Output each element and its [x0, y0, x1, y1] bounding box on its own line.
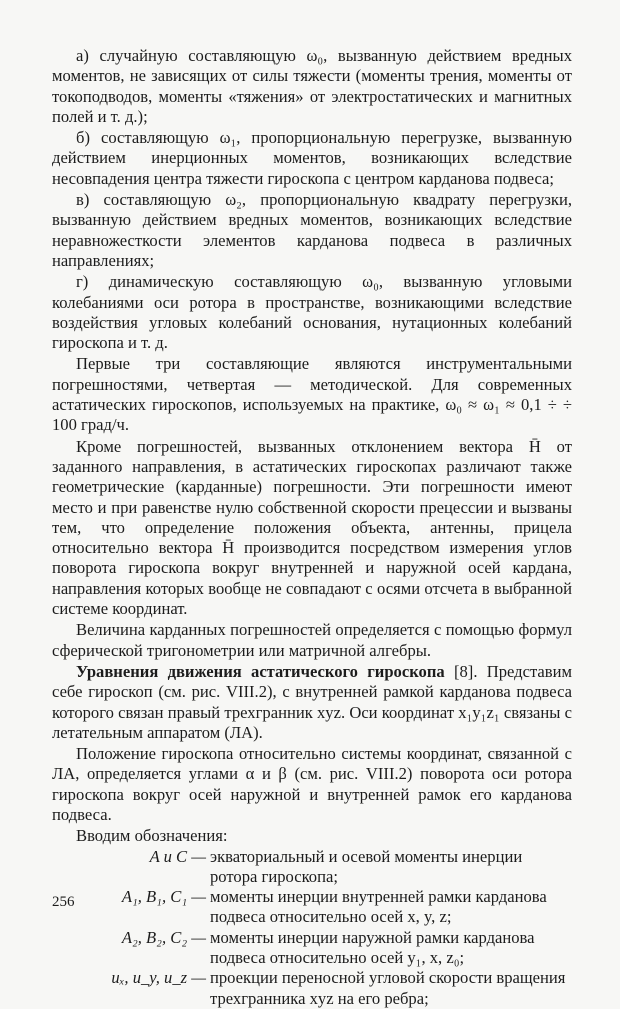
body-text — [52, 46, 572, 1009]
paragraph-equations-text: [8]. Представим себе гироскоп (см. рис. VIII.2), с внутренней рамкой карданова подвеса которого связан правый трехгранник xyz. Оси координат x₁y₁z₁ связаны с летательным аппаратом (ЛА). — [52, 661, 572, 742]
definition-symbol: A₁, B₁, C₁ — — [121, 887, 206, 907]
definition-row — [52, 887, 572, 928]
page-number: 256 — [52, 894, 75, 910]
paragraph-notation-intro: Вводим обозначения: — [76, 826, 228, 846]
definition-row — [52, 968, 572, 1009]
section-heading: Уравнения движения астатического гироскопа — [76, 661, 445, 681]
paragraph-equations — [52, 662, 572, 743]
definition-text: моменты инерции наружной рамки карданова подвеса относительно осей y₁, x, z₀; — [210, 927, 535, 968]
definition-text: экваториальный и осевой моменты инерции ротора гироскопа; — [210, 846, 523, 886]
definition-symbol: uₓ, u_y, u_z — — [111, 968, 206, 988]
definition-symbol: A и C — — [149, 846, 206, 866]
paragraph-instrumental-errors: Первые три составляющие являются инструментальными погрешностями, четвертая — методической. Для современных астатических гироскопов, используемых на практике, ω₀ ≈ ω₁ ≈ 0,1 ÷ ÷ 100 град/ч. — [52, 354, 572, 435]
definition-text: моменты инерции внутренней рамки карданова подвеса относительно осей x, y, z; — [210, 887, 547, 927]
definition-symbol: A₂, B₂, C₂ — — [121, 927, 206, 947]
paragraph-proportional-component: б) составляющую ω₁, пропорциональную перегрузке, вызванную действием инерционных моментов, возникающих вследствие несовпадения центра тяжести гироскопа с центром карданова подвеса; — [52, 128, 572, 188]
definitions-list — [52, 847, 572, 1009]
paragraph-random-component: а) случайную составляющую ω₀, вызванную действием вредных моментов, не зависящих от силы тяжести (моменты трения, моменты от токоподводов, моменты «тяжения» от электростатических и магнитных полей и т. д.); — [52, 46, 572, 126]
paragraph-quadratic-component: в) составляющую ω₂, пропорциональную квадрату перегрузки, вызванную действием вредных моментов, возникающих вследствие неравножесткости элементов карданова подвеса в различных направлениях; — [52, 190, 572, 270]
paragraph-dynamic-component: г) динамическую составляющую ω₀, вызванную угловыми колебаниями оси ротора в пространстве, возникающими вследствие воздействия угловых колебаний основания, нутационных колебаний гироскопа и т. д. — [52, 272, 572, 353]
paragraph-gyro-position: Положение гироскопа относительно системы координат, связанной с ЛА, определяется углами α и β (см. рис. VIII.2) поворота оси ротора гироскопа вокруг осей наружной и внутренней рамок его карданова подвеса. — [52, 744, 572, 824]
definition-row — [52, 928, 572, 969]
paragraph-geometric-errors: Кроме погрешностей, вызванных отклонением вектора H̄ от заданного направления, в астатических гироскопах различают также геометрические (карданные) погрешности. Эти погрешности имеют место и при равенстве нулю собственной скорости прецессии и вызваны тем, что определение положения объекта, антенны, прицела относительно вектора H̄ производится посредством измерения углов поворота гироскопа вокруг внутренней и наружной осей кардана, направления которых вообще не совпадают с осями отсчета в выбранной системе координат. — [52, 436, 572, 619]
paragraph-cardan-errors: Величина карданных погрешностей определяется с помощью формул сферической тригонометрии или матричной алгебры. — [52, 620, 572, 660]
definition-row — [52, 847, 572, 888]
definition-text: проекции переносной угловой скорости вращения трехгранника xyz на его ребра; — [210, 968, 566, 1008]
